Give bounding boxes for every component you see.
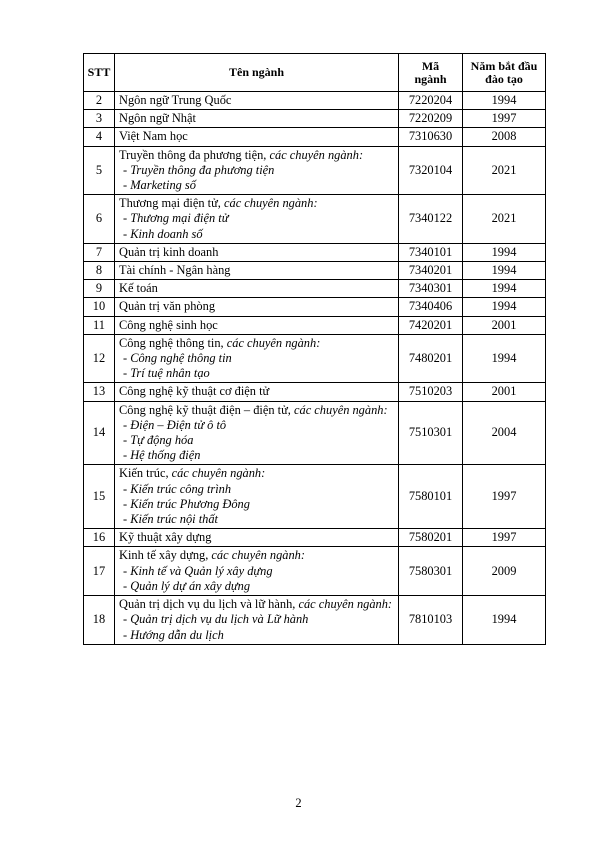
major-title-line: [119, 196, 394, 211]
row-stt: 9: [84, 280, 115, 298]
row-start-year: 2004: [463, 401, 546, 465]
row-major-name-cell: [115, 596, 399, 645]
table-row: [84, 383, 546, 401]
specialization-label: các chuyên ngành:: [269, 147, 364, 162]
table-header-row: [84, 54, 546, 92]
major-name: Công nghệ thông tin,: [119, 335, 224, 350]
row-stt: 13: [84, 383, 115, 401]
header-year: [463, 54, 546, 92]
major-title-line: [119, 403, 394, 418]
specialization-item: - Tự động hóa: [123, 433, 194, 448]
major-title-line: [119, 548, 394, 563]
row-major-code: 7220204: [399, 92, 463, 110]
row-start-year: 1994: [463, 334, 546, 383]
major-name: Quản trị kinh doanh: [119, 244, 219, 259]
row-major-code: 7340122: [399, 195, 463, 244]
major-title-line: [119, 384, 394, 399]
header-code-line1: Mã: [421, 58, 440, 73]
major-title-line: [119, 336, 394, 351]
table-row: [84, 596, 546, 645]
table-row: [84, 146, 546, 195]
table-row: [84, 110, 546, 128]
row-start-year: 1994: [463, 298, 546, 316]
row-stt: 8: [84, 262, 115, 280]
major-title-line: [119, 129, 394, 144]
specialization-item: - Quản trị dịch vụ du lịch và Lữ hành: [123, 612, 309, 627]
major-name: Kiến trúc,: [119, 466, 169, 481]
specialization-item: - Quản lý dự án xây dựng: [123, 578, 251, 593]
row-major-name-cell: [115, 383, 399, 401]
specialization-item: - Hướng dẫn du lịch: [123, 627, 224, 642]
major-name: Ngôn ngữ Nhật: [119, 111, 196, 126]
specialization-item: - Kiến trúc nội thất: [123, 512, 218, 527]
major-title-line: [119, 466, 394, 481]
row-major-code: 7320104: [399, 146, 463, 195]
major-name: Truyền thông đa phương tiện,: [119, 147, 267, 162]
major-title-line: [119, 93, 394, 108]
major-title-line: [119, 148, 394, 163]
row-major-code: 7340101: [399, 243, 463, 261]
header-year-line2: đào tạo: [485, 71, 523, 86]
major-name: Việt Nam học: [119, 129, 188, 144]
row-major-name-cell: [115, 465, 399, 529]
row-start-year: 1997: [463, 465, 546, 529]
row-major-code: 7580201: [399, 529, 463, 547]
major-title-line: [119, 245, 394, 260]
table-row: [84, 128, 546, 146]
major-title-line: [119, 530, 394, 545]
row-start-year: 2008: [463, 128, 546, 146]
page-number: 2: [295, 796, 302, 810]
major-title-line: [119, 318, 394, 333]
table-row: [84, 92, 546, 110]
row-major-name-cell: [115, 110, 399, 128]
row-stt: 16: [84, 529, 115, 547]
row-major-name-cell: [115, 92, 399, 110]
specialization-label: các chuyên ngành:: [224, 196, 318, 211]
row-stt: 15: [84, 465, 115, 529]
row-start-year: 1994: [463, 92, 546, 110]
specialization-label: các chuyên ngành:: [211, 548, 305, 563]
row-major-name-cell: [115, 298, 399, 316]
table-row: [84, 529, 546, 547]
header-code: [399, 54, 463, 92]
row-start-year: 2001: [463, 316, 546, 334]
row-major-name-cell: [115, 195, 399, 244]
specialization-item: - Trí tuệ nhân tạo: [123, 366, 210, 381]
row-major-code: 7340301: [399, 280, 463, 298]
row-major-name-cell: [115, 316, 399, 334]
row-start-year: 1994: [463, 280, 546, 298]
row-major-name-cell: [115, 529, 399, 547]
row-start-year: 2021: [463, 146, 546, 195]
major-name: Công nghệ kỹ thuật cơ điện tử: [119, 384, 270, 399]
major-name: Tài chính - Ngân hàng: [119, 263, 231, 278]
specialization-item: - Hệ thống điện: [123, 448, 201, 463]
major-name: Công nghệ kỹ thuật điện – điện tử,: [119, 402, 291, 417]
row-major-name-cell: [115, 401, 399, 465]
row-major-name-cell: [115, 280, 399, 298]
row-stt: 18: [84, 596, 115, 645]
row-stt: 10: [84, 298, 115, 316]
specialization-label: các chuyên ngành:: [171, 466, 266, 481]
row-stt: 3: [84, 110, 115, 128]
specialization-label: các chuyên ngành:: [226, 335, 321, 350]
major-name: Kế toán: [119, 281, 158, 296]
row-start-year: 1994: [463, 596, 546, 645]
major-name: Thương mại điện tử,: [119, 196, 221, 211]
specialization-label: các chuyên ngành:: [298, 597, 393, 612]
row-major-code: 7340201: [399, 262, 463, 280]
major-name: Quản trị dịch vụ du lịch và lữ hành,: [119, 597, 296, 612]
major-title-line: [119, 111, 394, 126]
row-major-code: 7340406: [399, 298, 463, 316]
table-row: [84, 280, 546, 298]
table-row: [84, 334, 546, 383]
major-title-line: [119, 281, 394, 296]
row-start-year: 1994: [463, 243, 546, 261]
header-year-line1: Năm bắt đầu: [470, 58, 538, 73]
major-title-line: [119, 597, 394, 612]
row-major-code: 7510203: [399, 383, 463, 401]
table-row: [84, 547, 546, 596]
row-stt: 11: [84, 316, 115, 334]
major-name: Kỹ thuật xây dựng: [119, 530, 212, 545]
row-major-code: 7420201: [399, 316, 463, 334]
row-major-name-cell: [115, 547, 399, 596]
major-title-line: [119, 263, 394, 278]
major-name: Kinh tế xây dựng,: [119, 548, 209, 563]
header-name: Tên ngành: [115, 54, 399, 92]
row-stt: 2: [84, 92, 115, 110]
row-stt: 12: [84, 334, 115, 383]
major-name: Quản trị văn phòng: [119, 299, 216, 314]
row-start-year: 1994: [463, 262, 546, 280]
row-major-code: 7510301: [399, 401, 463, 465]
specialization-item: - Kinh doanh số: [123, 226, 203, 241]
row-start-year: 1997: [463, 529, 546, 547]
majors-table: [83, 53, 546, 645]
row-major-code: 7810103: [399, 596, 463, 645]
table-row: [84, 316, 546, 334]
row-stt: 7: [84, 243, 115, 261]
row-stt: 14: [84, 401, 115, 465]
specialization-item: - Công nghệ thông tin: [123, 351, 232, 366]
specialization-item: - Thương mại điện tử: [123, 211, 229, 226]
row-stt: 17: [84, 547, 115, 596]
specialization-item: - Kiến trúc Phương Đông: [123, 496, 250, 511]
row-major-code: 7310630: [399, 128, 463, 146]
table-row: [84, 262, 546, 280]
row-start-year: 2021: [463, 195, 546, 244]
row-major-name-cell: [115, 334, 399, 383]
specialization-label: các chuyên ngành:: [294, 402, 388, 417]
major-name: Ngôn ngữ Trung Quốc: [119, 93, 232, 107]
specialization-item: - Kinh tế và Quản lý xây dựng: [123, 563, 273, 578]
row-major-code: 7580101: [399, 465, 463, 529]
row-stt: 4: [84, 128, 115, 146]
row-stt: 6: [84, 195, 115, 244]
header-stt: STT: [84, 54, 115, 92]
row-major-code: 7580301: [399, 547, 463, 596]
table-row: [84, 298, 546, 316]
row-major-code: 7220209: [399, 110, 463, 128]
table-row: [84, 195, 546, 244]
row-major-name-cell: [115, 262, 399, 280]
specialization-item: - Điện – Điện tử ô tô: [123, 417, 227, 432]
specialization-item: - Kiến trúc công trình: [123, 481, 232, 496]
table-row: [84, 465, 546, 529]
specialization-item: - Marketing số: [123, 178, 196, 193]
major-title-line: [119, 299, 394, 314]
header-code-line2: ngành: [414, 71, 447, 86]
row-major-name-cell: [115, 243, 399, 261]
major-name: Công nghệ sinh học: [119, 317, 218, 332]
row-major-name-cell: [115, 128, 399, 146]
row-start-year: 2001: [463, 383, 546, 401]
row-start-year: 2009: [463, 547, 546, 596]
row-major-name-cell: [115, 146, 399, 195]
table-row: [84, 243, 546, 261]
row-major-code: 7480201: [399, 334, 463, 383]
row-start-year: 1997: [463, 110, 546, 128]
specialization-item: - Truyền thông đa phương tiện: [123, 162, 275, 177]
table-row: [84, 401, 546, 465]
row-stt: 5: [84, 146, 115, 195]
